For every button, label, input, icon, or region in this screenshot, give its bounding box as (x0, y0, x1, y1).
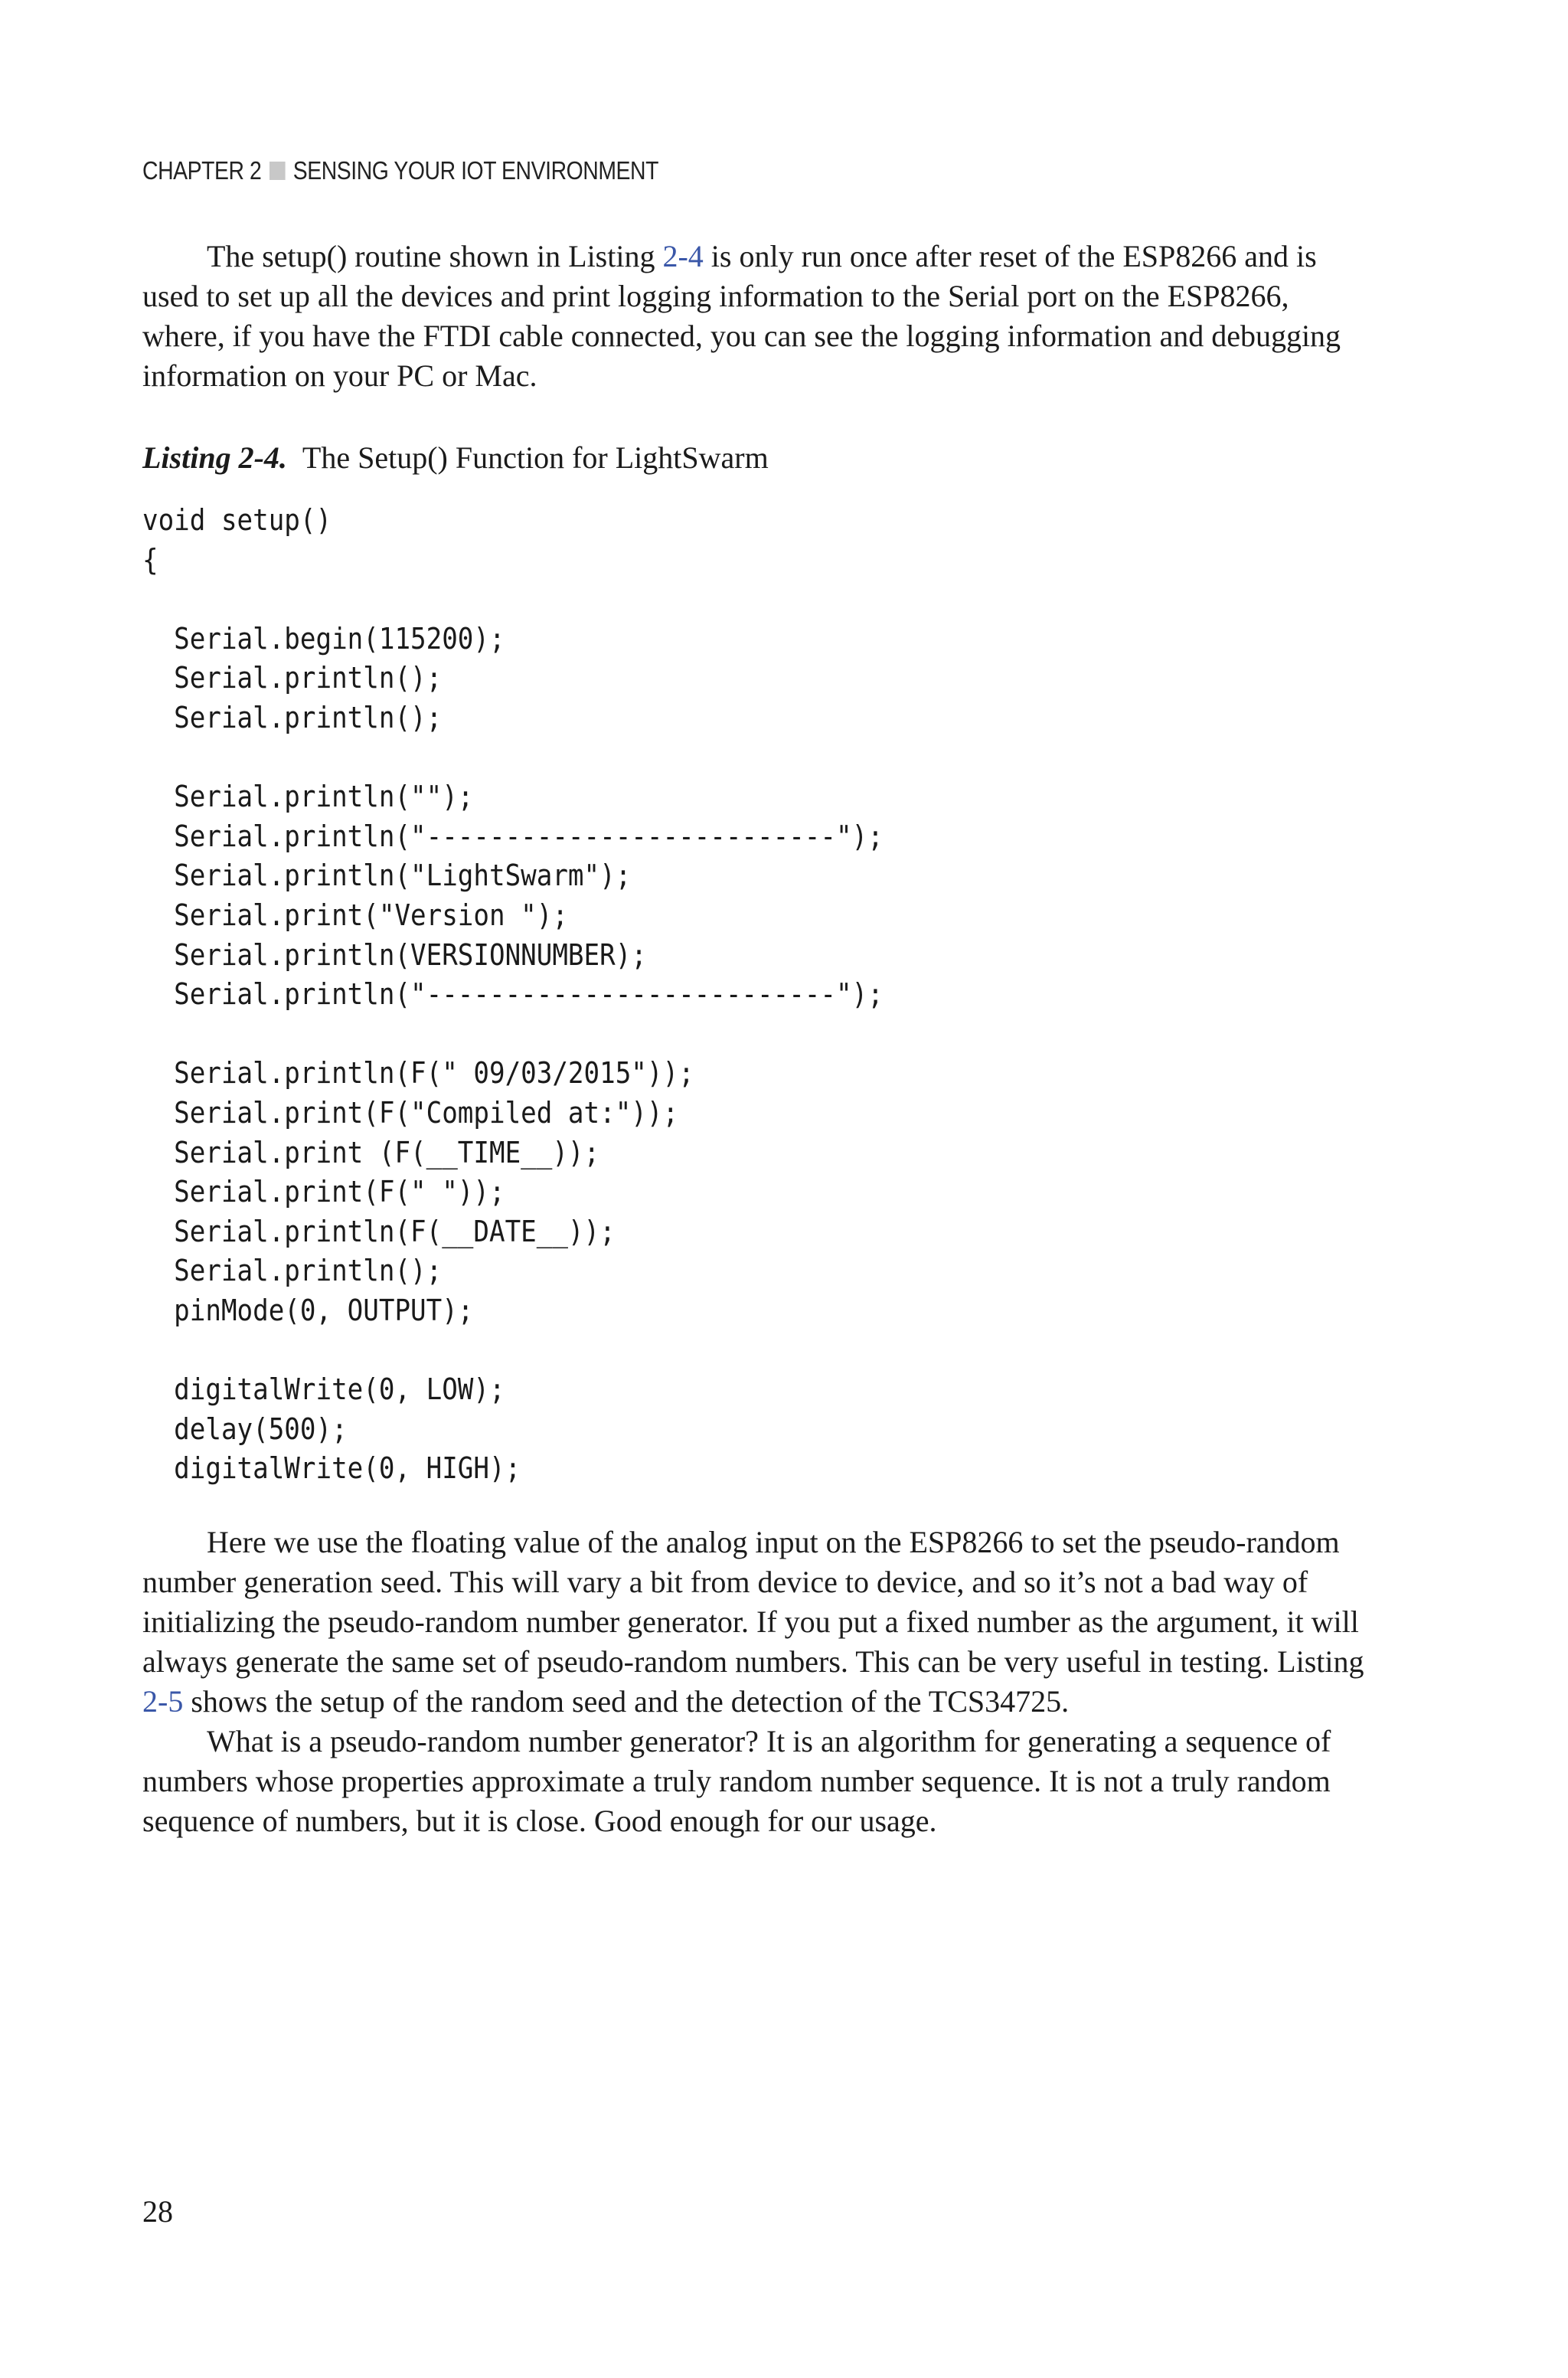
listing-label: Listing 2-4. (142, 440, 287, 475)
listing-ref-2-5[interactable]: 2-5 (142, 1684, 184, 1719)
running-header (142, 156, 658, 185)
code-listing: void setup() { Serial.begin(115200); Serial.println(); Serial.println(); Serial.println(""); Serial.println("--------------------------"); Serial.println("LightSwarm"); Serial.print("Version "); Serial.println(VERSIONNUMBER); Serial.println("--------------------------"); Serial.println(F(" 09/03/2015")); Serial.print(F("Compiled at:")); Serial.print (F(__TIME__)); Serial.print(F(" ")); Serial.println(F(__DATE__)); Serial.println(); pinMode(0, OUTPUT); digitalWrite(0, LOW); delay(500); digitalWrite(0, HIGH); (142, 503, 884, 1486)
intro-text-end: is only run once after reset of the ESP8266 and is used to set up all the devices and print logging information to the Serial port on the ESP8266, where, if you have the FTDI cable connected, you can see the logging information and debugging information on your PC or Mac. (142, 239, 1341, 393)
chapter-title: SENSING YOUR IOT ENVIRONMENT (292, 156, 659, 185)
header-separator-square (270, 162, 286, 180)
seed-text-end: shows the setup of the random seed and the detection of the TCS34725. (183, 1684, 1070, 1719)
listing-ref-2-4[interactable]: 2-4 (662, 239, 704, 273)
seed-text-start: Here we use the floating value of the analog input on the ESP8266 to set the pseudo-random number generation seed. This will vary a bit from device to device, and so it’s not a bad way of initializing the pseudo-random number generator. If you put a fixed number as the argument, it will always generate the same set of pseudo-random numbers. This can be very useful in testing. Listing (142, 1525, 1364, 1679)
listing-title: The Setup() Function for LightSwarm (302, 440, 769, 475)
intro-paragraph-block (142, 237, 1367, 396)
intro-text-start: The setup() routine shown in Listing (207, 239, 663, 273)
seed-paragraph (142, 1523, 1367, 1722)
explanation-block (142, 1523, 1367, 1841)
intro-paragraph (142, 237, 1367, 396)
listing-caption (142, 438, 769, 478)
prng-paragraph: What is a pseudo-random number generator? It is an algorithm for generating a sequence of numbers whose properties approximate a truly random number sequence. It is not a truly random sequence of numbers, but it is close. Good enough for our usage. (142, 1724, 1331, 1838)
chapter-label: CHAPTER 2 (142, 156, 262, 185)
page-number: 28 (142, 2194, 173, 2229)
